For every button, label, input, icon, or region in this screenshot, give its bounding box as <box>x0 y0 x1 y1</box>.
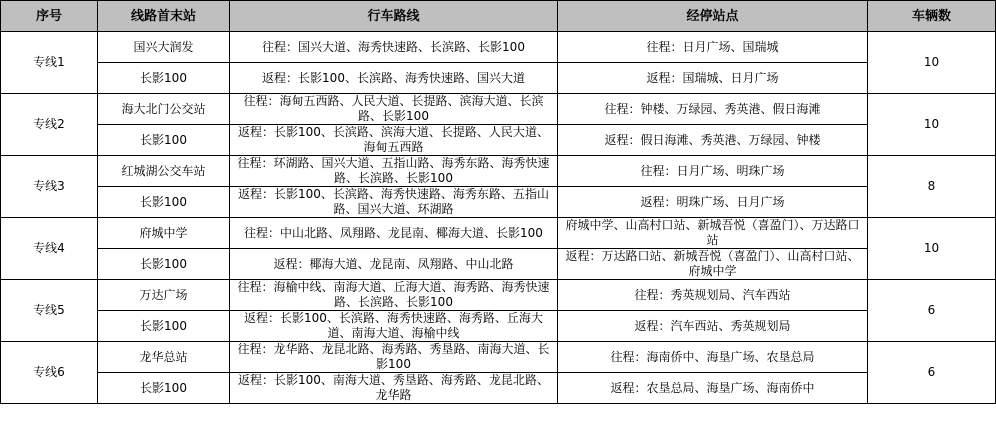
table-row <box>1 311 996 342</box>
terminal-stop: 红城湖公交车站 <box>98 156 230 187</box>
table-row <box>1 342 996 373</box>
header-route: 行车路线 <box>230 1 558 32</box>
route-cell: 返程：椰海大道、龙昆南、凤翔路、中山北路 <box>230 249 558 280</box>
stations-cell: 返程：农垦总局、海垦广场、海南侨中 <box>558 373 868 404</box>
table-row <box>1 156 996 187</box>
stations-cell: 返程：汽车西站、秀英规划局 <box>558 311 868 342</box>
stations-cell: 往程：秀英规划局、汽车西站 <box>558 280 868 311</box>
vehicle-count: 8 <box>868 156 996 218</box>
line-name: 专线2 <box>1 94 98 156</box>
route-cell: 往程：龙华路、龙昆北路、海秀路、秀垦路、南海大道、长影100 <box>230 342 558 373</box>
table-row <box>1 94 996 125</box>
vehicle-count: 6 <box>868 280 996 342</box>
route-cell: 返程：长影100、长滨路、海秀快速路、海秀路、丘海大道、南海大道、海榆中线 <box>230 311 558 342</box>
terminal-stop: 龙华总站 <box>98 342 230 373</box>
terminal-stop: 长影100 <box>98 63 230 94</box>
route-cell: 返程：长影100、长滨路、滨海大道、长提路、人民大道、海甸五西路 <box>230 125 558 156</box>
route-cell: 往程：中山北路、凤翔路、龙昆南、椰海大道、长影100 <box>230 218 558 249</box>
terminal-stop: 长影100 <box>98 125 230 156</box>
route-cell: 往程：国兴大道、海秀快速路、长滨路、长影100 <box>230 32 558 63</box>
stations-cell: 返程：万达路口站、新城吾悦（喜盈门）、山高村口站、府城中学 <box>558 249 868 280</box>
stations-cell: 返程：假日海滩、秀英港、万绿园、钟楼 <box>558 125 868 156</box>
table-row <box>1 187 996 218</box>
terminal-stop: 国兴大润发 <box>98 32 230 63</box>
vehicle-count: 10 <box>868 218 996 280</box>
terminal-stop: 长影100 <box>98 249 230 280</box>
line-name: 专线3 <box>1 156 98 218</box>
stations-cell: 往程：日月广场、明珠广场 <box>558 156 868 187</box>
terminal-stop: 海大北门公交站 <box>98 94 230 125</box>
route-cell: 返程：长影100、南海大道、秀垦路、海秀路、龙昆北路、龙华路 <box>230 373 558 404</box>
stations-cell: 返程：国瑞城、日月广场 <box>558 63 868 94</box>
vehicle-count: 10 <box>868 94 996 156</box>
stations-cell: 府城中学、山高村口站、新城吾悦（喜盈门）、万达路口站 <box>558 218 868 249</box>
header-terminal: 线路首末站 <box>98 1 230 32</box>
stations-cell: 往程：日月广场、国瑞城 <box>558 32 868 63</box>
header-index: 序号 <box>1 1 98 32</box>
stations-cell: 返程：明珠广场、日月广场 <box>558 187 868 218</box>
terminal-stop: 万达广场 <box>98 280 230 311</box>
vehicle-count: 10 <box>868 32 996 94</box>
line-name: 专线1 <box>1 32 98 94</box>
route-cell: 往程：海榆中线、南海大道、丘海大道、海秀路、海秀快速路、长滨路、长影100 <box>230 280 558 311</box>
vehicle-count: 6 <box>868 342 996 404</box>
stations-cell: 往程：钟楼、万绿园、秀英港、假日海滩 <box>558 94 868 125</box>
table-row <box>1 125 996 156</box>
stations-cell: 往程：海南侨中、海垦广场、农垦总局 <box>558 342 868 373</box>
table-row <box>1 373 996 404</box>
table-row <box>1 63 996 94</box>
header-row <box>1 1 996 32</box>
header-stations: 经停站点 <box>558 1 868 32</box>
terminal-stop: 长影100 <box>98 373 230 404</box>
route-cell: 往程：海甸五西路、人民大道、长提路、滨海大道、长滨路、长影100 <box>230 94 558 125</box>
line-name: 专线5 <box>1 280 98 342</box>
line-name: 专线4 <box>1 218 98 280</box>
table-row <box>1 249 996 280</box>
route-cell: 返程：长影100、长滨路、海秀快速路、海秀东路、五指山路、国兴大道、环湖路 <box>230 187 558 218</box>
terminal-stop: 府城中学 <box>98 218 230 249</box>
header-vehicle-count: 车辆数 <box>868 1 996 32</box>
table-row <box>1 280 996 311</box>
table-row <box>1 32 996 63</box>
route-cell: 往程：环湖路、国兴大道、五指山路、海秀东路、海秀快速路、长滨路、长影100 <box>230 156 558 187</box>
table-row <box>1 218 996 249</box>
terminal-stop: 长影100 <box>98 187 230 218</box>
line-name: 专线6 <box>1 342 98 404</box>
route-cell: 返程：长影100、长滨路、海秀快速路、国兴大道 <box>230 63 558 94</box>
terminal-stop: 长影100 <box>98 311 230 342</box>
